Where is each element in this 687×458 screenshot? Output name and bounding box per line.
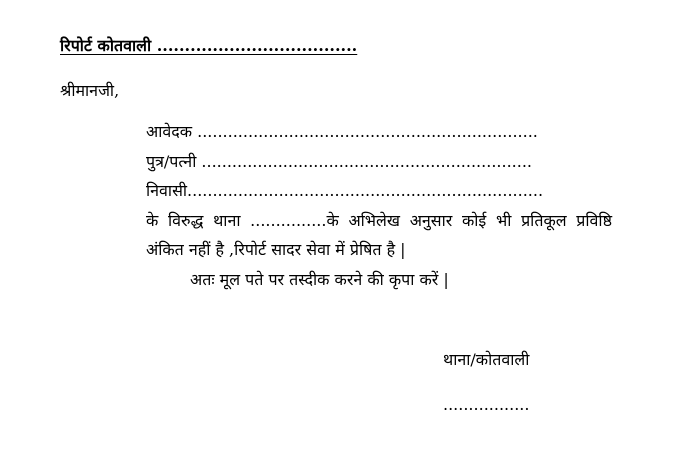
body-line-1: के विरुद्ध थाना ...............के अभिलेख अनुसार कोई भी प्रतिकूल प्रविष्ठि [146, 211, 612, 230]
resident-field: निवासी...................................................................... [146, 181, 544, 200]
page-title: रिपोर्ट कोतवाली .................................... [60, 36, 358, 55]
salutation: श्रीमानजी, [60, 81, 120, 100]
request-line: अतः मूल पते पर तस्दीक करने की कृपा करें | [190, 270, 449, 289]
signature-office: थाना/कोतवाली [443, 350, 530, 369]
relation-field: पुत्र/पत्नी ................................................................. [146, 152, 533, 171]
applicant-field: आवेदक ................................................................... [146, 122, 538, 141]
signature-blank: ................. [443, 395, 530, 414]
body-line-2: अंकित नहीं है ,रिपोर्ट सादर सेवा में प्रेषित है | [146, 240, 406, 259]
